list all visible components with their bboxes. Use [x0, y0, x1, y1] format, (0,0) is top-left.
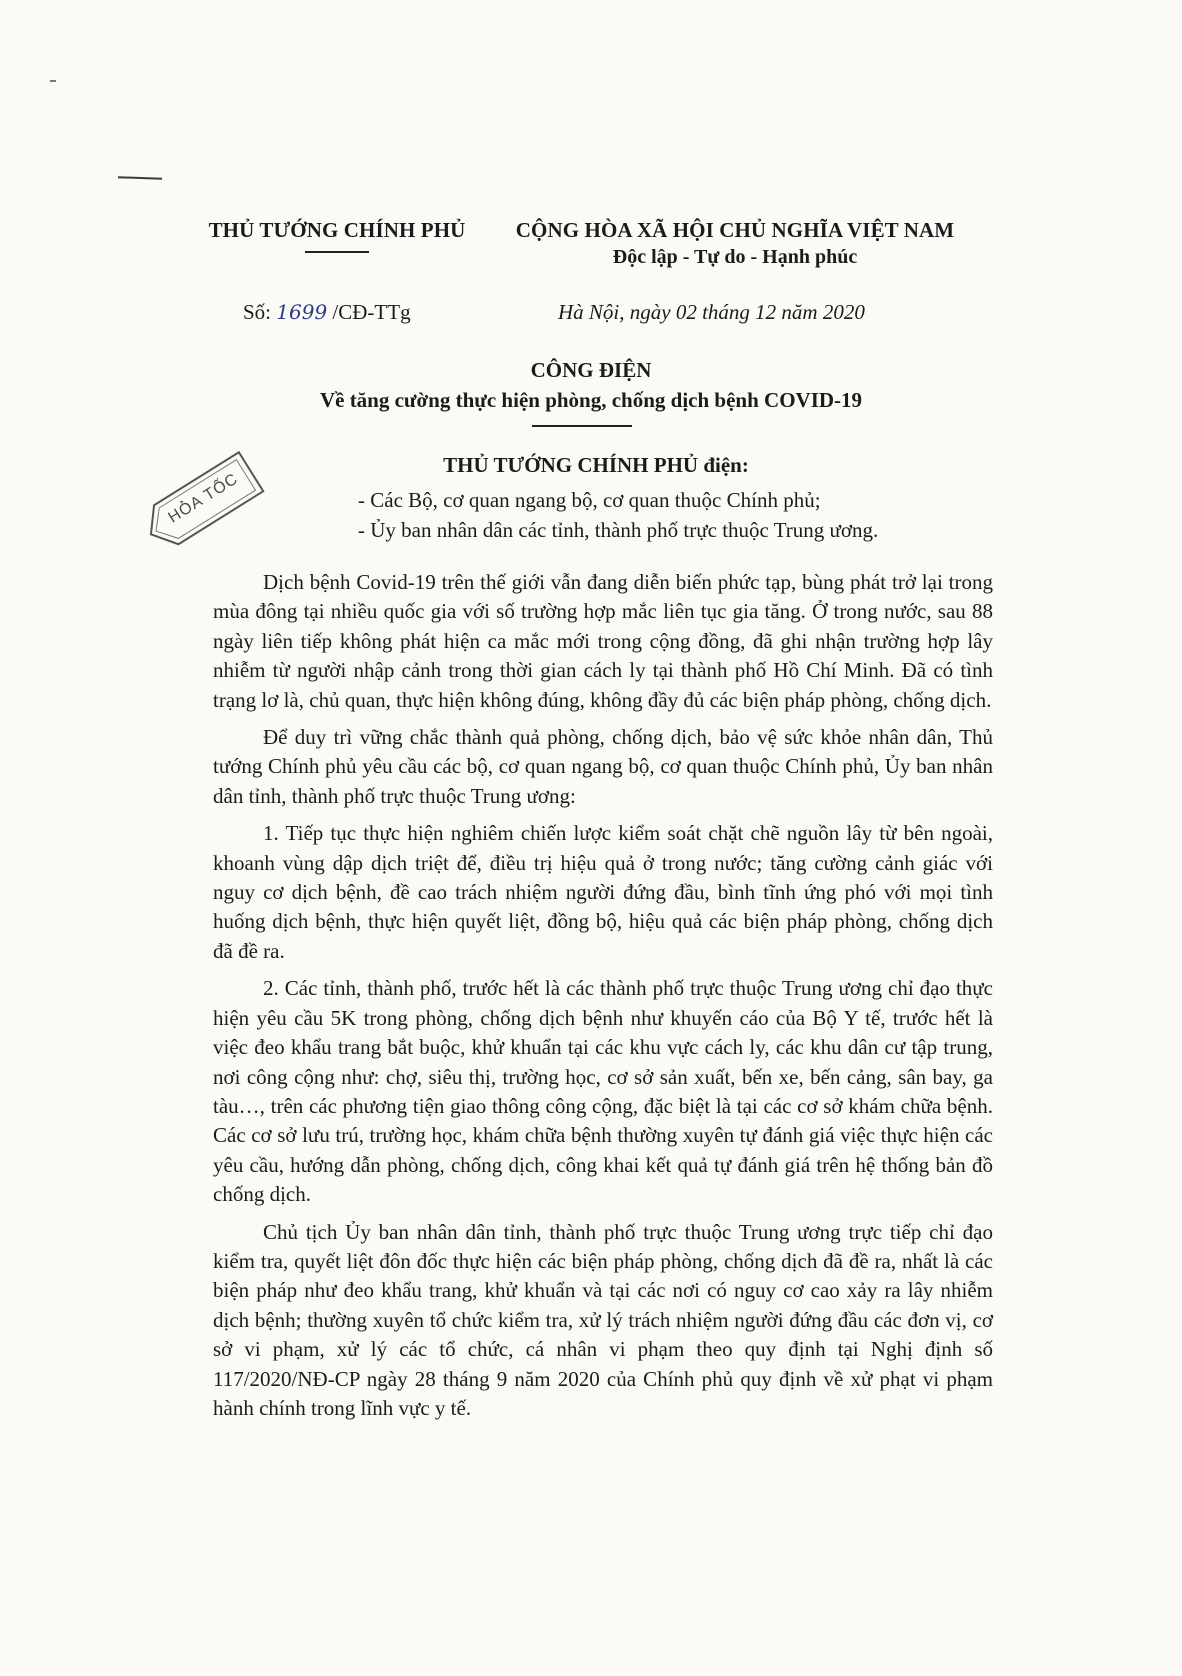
agency-header — [192, 218, 482, 253]
recipient-item: - Các Bộ, cơ quan ngang bộ, cơ quan thuộc Chính phủ; — [358, 488, 821, 512]
document-body — [213, 568, 993, 1431]
document-subject: Về tăng cường thực hiện phòng, chống dịch bệnh COVID-19 — [319, 388, 863, 412]
agency-name: THỦ TƯỚNG CHÍNH PHỦ — [208, 218, 466, 242]
subject-underline — [532, 425, 632, 427]
sender-line: THỦ TƯỚNG CHÍNH PHỦ điện: — [443, 453, 749, 477]
body-paragraph: 1. Tiếp tục thực hiện nghiêm chiến lược kiểm soát chặt chẽ nguồn lây từ bên ngoài, khoanh vùng dập dịch triệt để, điều trị hiệu quả ở trong nước; tăng cường cảnh giác với nguy cơ dịch bệnh, đề cao trách nhiệm người đứng đầu, bình tĩnh ứng phó với mọi tình huống dịch bệnh, thực hiện quyết liệt, đồng bộ, hiệu quả các biện pháp phòng, chống dịch đã đề ra. — [213, 821, 993, 963]
document-number — [243, 300, 411, 325]
body-paragraph: Dịch bệnh Covid-19 trên thế giới vẫn đang diễn biến phức tạp, bùng phát trở lại trong mùa đông tại nhiều quốc gia với số trường hợp mắc liên tục gia tăng. Ở trong nước, sau 88 ngày liên tiếp không phát hiện ca mắc mới trong cộng đồng, đã ghi nhận trường hợp lây nhiễm từ người nhập cảnh trong thời gian cách ly tại thành phố Hồ Chí Minh. Đã có tình trạng lơ là, chủ quan, thực hiện không đúng, không đầy đủ các biện pháp phòng, chống dịch. — [213, 570, 993, 712]
national-motto: Độc lập - Tự do - Hạnh phúc — [612, 246, 858, 268]
place-date: Hà Nội, ngày 02 tháng 12 năm 2020 — [558, 300, 865, 324]
document-number-handwritten: 1699 — [276, 300, 328, 324]
country-name: CỘNG HÒA XÃ HỘI CHỦ NGHĨA VIỆT NAM — [515, 218, 955, 242]
scan-mark — [118, 176, 162, 179]
body-paragraph: 2. Các tỉnh, thành phố, trước hết là các thành phố trực thuộc Trung ương chỉ đạo thực hiện yêu cầu 5K trong phòng, chống dịch bệnh như khuyến cáo của Bộ Y tế, trước hết là việc đeo khẩu trang bắt buộc, khử khuẩn tại các khu vực cách ly, các khu dân cư tập trung, nơi công cộng như: chợ, siêu thị, trường học, cơ sở sản xuất, bến xe, bến cảng, sân bay, ga tàu…, trên các phương tiện giao thông công cộng, đặc biệt là tại các cơ sở khám chữa bệnh. Các cơ sở lưu trú, trường học, khám chữa bệnh thường xuyên tự đánh giá việc thực hiện các yêu cầu, hướng dẫn phòng, chống dịch, công khai kết quả tự đánh giá trên hệ thống bản đồ chống dịch. — [213, 976, 993, 1207]
document-number-suffix: /CĐ-TTg — [327, 300, 411, 324]
scan-mark — [50, 80, 56, 82]
document-type: CÔNG ĐIỆN — [530, 358, 652, 382]
stamp-text: HỎA TỐC — [165, 470, 242, 527]
agency-underline — [305, 251, 369, 253]
body-paragraph: Chủ tịch Ủy ban nhân dân tỉnh, thành phố trực thuộc Trung ương trực tiếp chỉ đạo kiểm tra, quyết liệt đôn đốc thực hiện các biện pháp phòng, chống dịch đã đề ra, nhất là các biện pháp như đeo khẩu trang, khử khuẩn và tại các nơi có nguy cơ cao xảy ra lây nhiễm dịch bệnh; thường xuyên tổ chức kiểm tra, xử lý trách nhiệm người đứng đầu các đơn vị, cơ sở vi phạm, xử lý các tổ chức, cá nhân vi phạm theo quy định tại Nghị định số 117/2020/NĐ-CP ngày 28 tháng 9 năm 2020 của Chính phủ quy định về xử phạt vi phạm hành chính trong lĩnh vực y tế. — [213, 1219, 993, 1420]
recipient-item: - Ủy ban nhân dân các tỉnh, thành phố trực thuộc Trung ương. — [358, 518, 879, 542]
document-number-prefix: Số: — [243, 300, 277, 324]
country-header — [500, 218, 970, 269]
body-paragraph: Để duy trì vững chắc thành quả phòng, chống dịch, bảo vệ sức khỏe nhân dân, Thủ tướng Chính phủ yêu cầu các bộ, cơ quan ngang bộ, cơ quan thuộc Chính phủ, Ủy ban nhân dân tỉnh, thành phố trực thuộc Trung ương: — [213, 725, 993, 808]
